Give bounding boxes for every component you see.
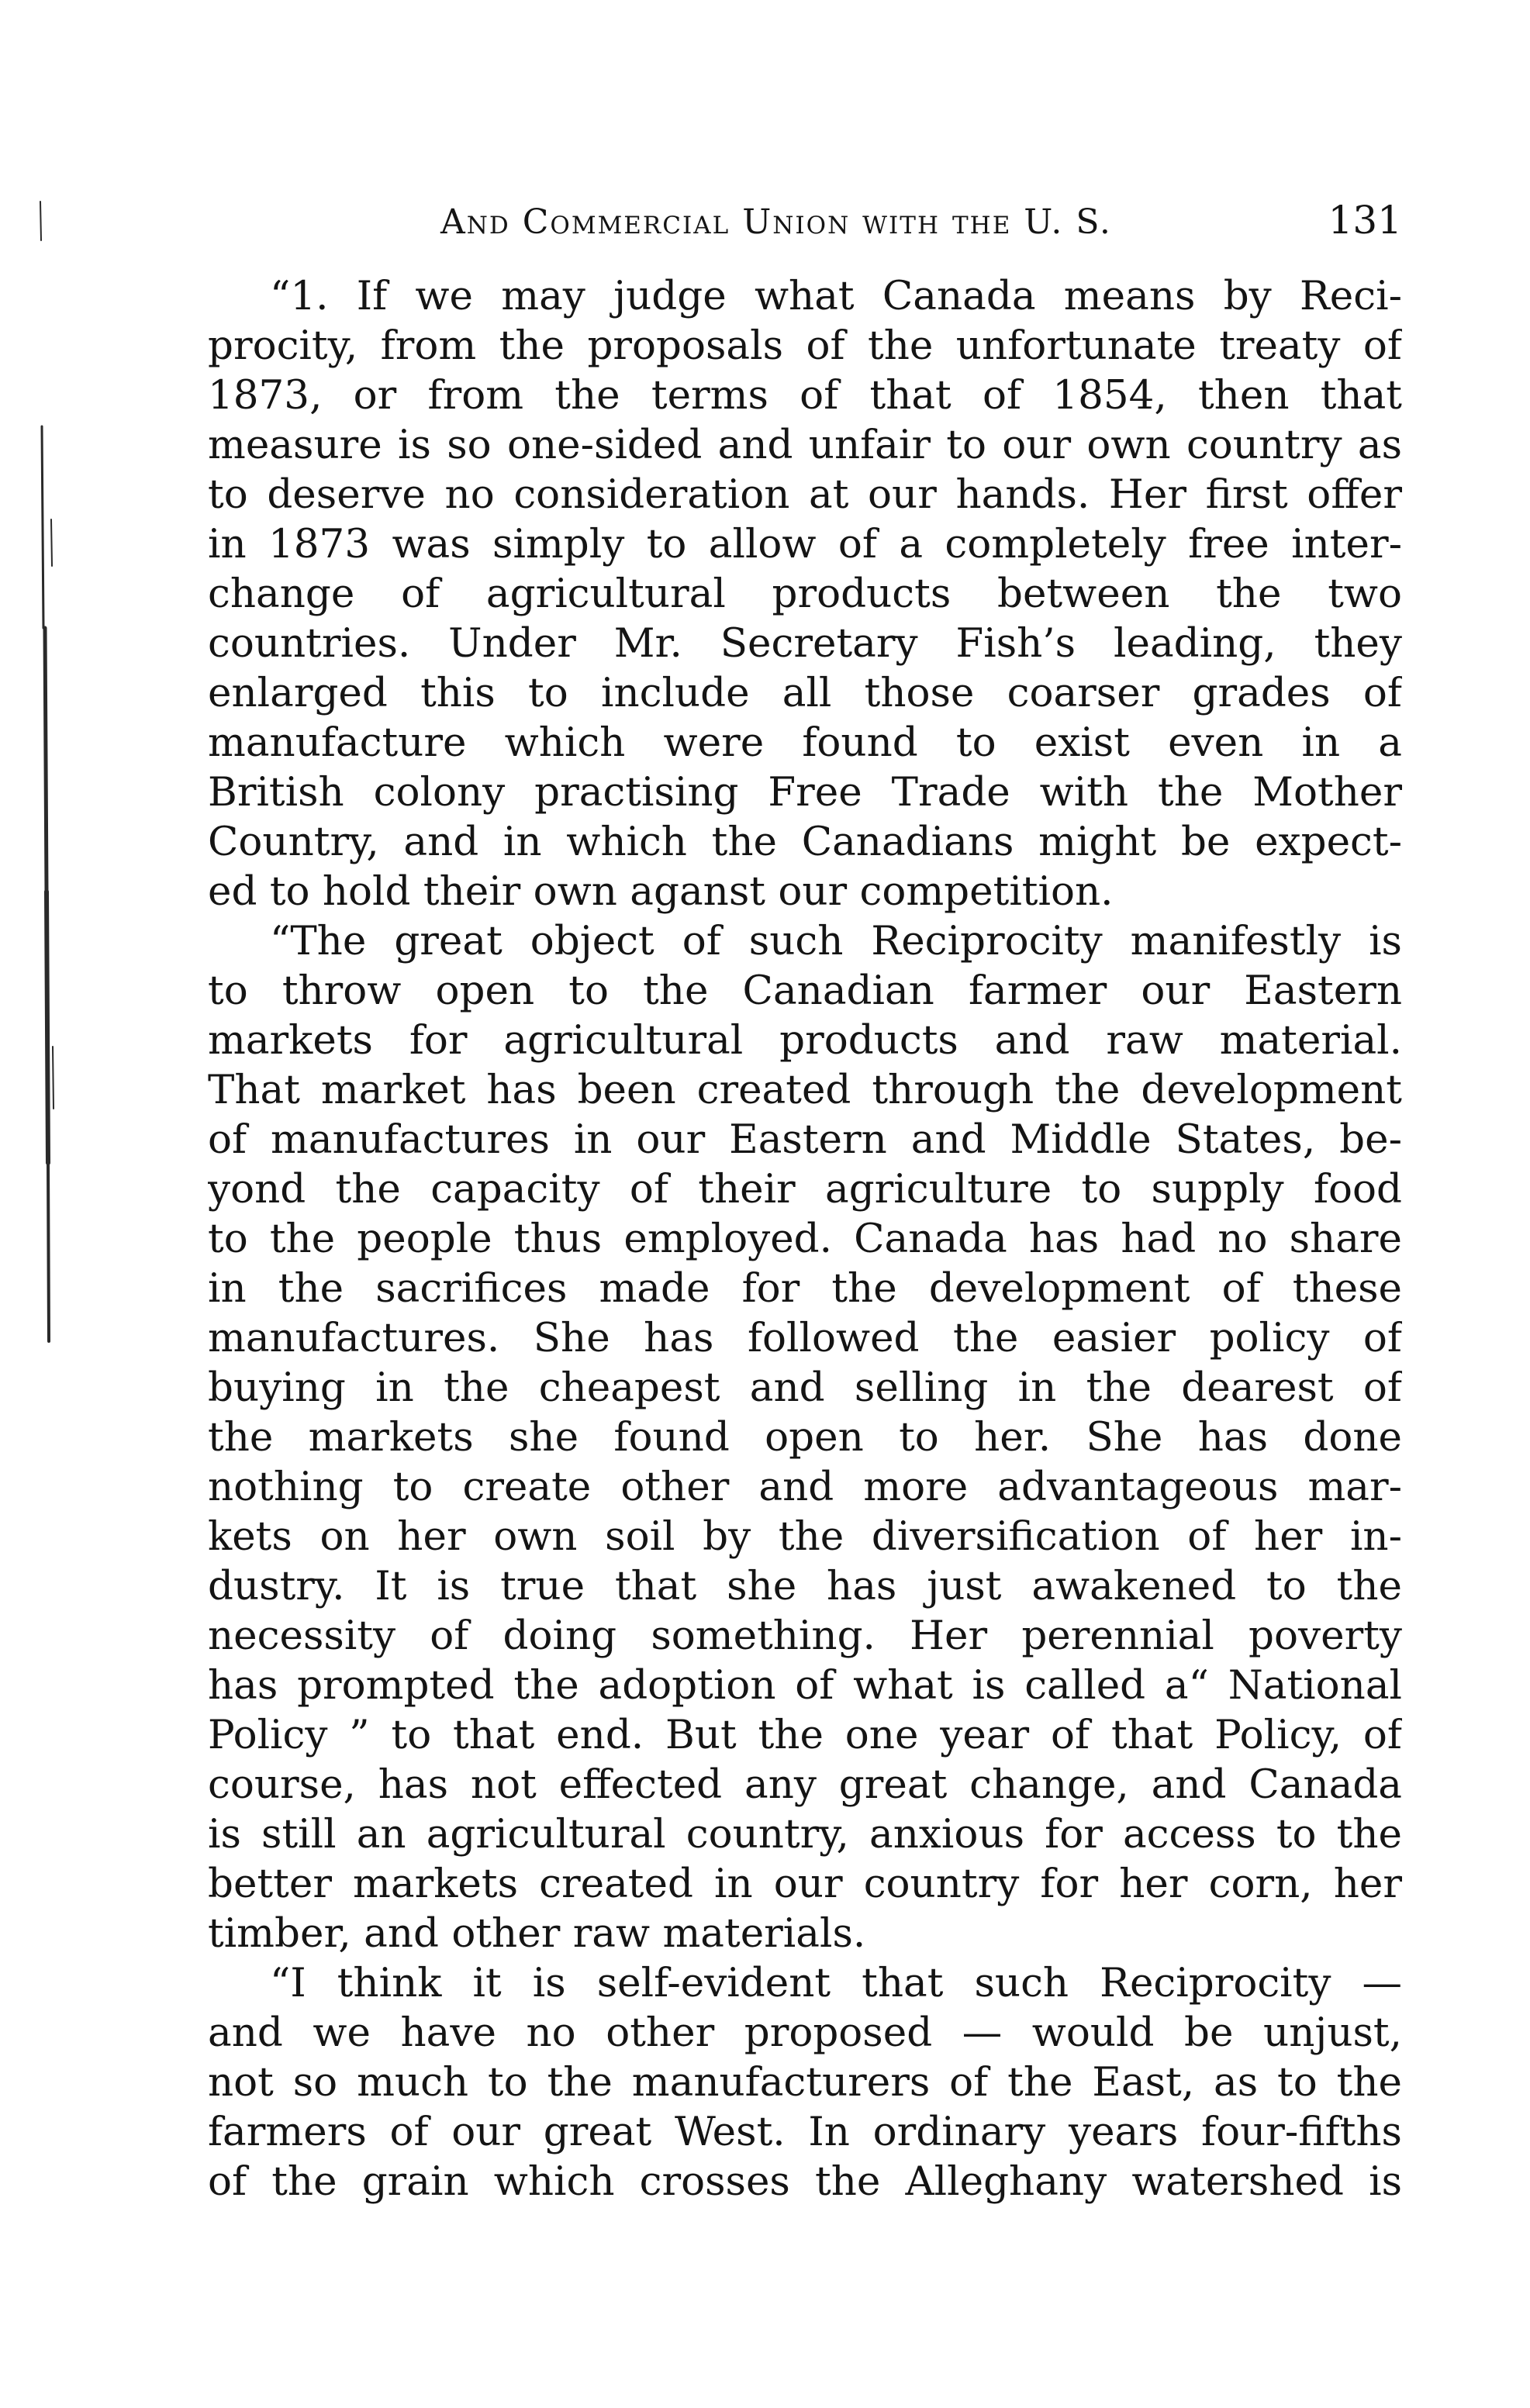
body-text — [208, 271, 1402, 2287]
text-line: in the sacrifices made for the development of these — [208, 1265, 1402, 1312]
text-line: has prompted the adoption of what is called a“ National — [208, 1662, 1402, 1709]
text-line: kets on her own soil by the diversification of her in- — [208, 1513, 1402, 1560]
text-line: of the grain which crosses the Alleghany watershed is — [208, 2158, 1402, 2205]
text-line: Country, and in which the Canadians might be expect- — [208, 819, 1402, 865]
text-line: the markets she found open to her. She has done — [208, 1414, 1402, 1461]
text-line: Policy ” to that end. But the one year of that Policy, of — [208, 1712, 1402, 1758]
text-line: change of agricultural products between the two — [208, 571, 1402, 617]
text-line: not so much to the manufacturers of the East, as to the — [208, 2059, 1402, 2106]
text-line: to throw open to the Canadian farmer our Eastern — [208, 968, 1402, 1014]
text-line: better markets created in our country for her corn, her — [208, 1861, 1402, 1907]
text-line: to the people thus employed. Canada has had no share — [208, 1216, 1402, 1262]
text-line: is still an agricultural country, anxious for access to the — [208, 1811, 1402, 1858]
text-line: to deserve no consideration at our hands. Her first offer — [208, 471, 1402, 518]
text-line: nothing to create other and more advantageous mar- — [208, 1464, 1402, 1510]
text-line: buying in the cheapest and selling in the dearest of — [208, 1364, 1402, 1411]
text-line: enlarged this to include all those coarser grades of — [208, 670, 1402, 716]
text-line: of manufactures in our Eastern and Middle States, be- — [208, 1116, 1402, 1163]
text-line: “I think it is self-evident that such Reciprocity — — [270, 1960, 1402, 2006]
running-head-title: And Commercial Union with the U. S. — [440, 202, 1112, 242]
text-line: “1. If we may judge what Canada means by Reci- — [270, 273, 1402, 319]
text-line: farmers of our great West. In ordinary years four-fifths — [208, 2109, 1402, 2155]
text-line: countries. Under Mr. Secretary Fish’s leading, they — [208, 620, 1402, 667]
text-line: yond the capacity of their agriculture to supply food — [208, 1166, 1402, 1213]
text-line: procity, from the proposals of the unfortunate treaty of — [208, 323, 1402, 369]
running-header — [208, 198, 1402, 254]
text-line: dustry. It is true that she has just awakened to the — [208, 1563, 1402, 1609]
text-line: manufactures. She has followed the easier policy of — [208, 1315, 1402, 1361]
text-line: course, has not effected any great change, and Canada — [208, 1761, 1402, 1808]
text-line: manufacture which were found to exist even in a — [208, 719, 1402, 766]
text-line: timber, and other raw materials. — [208, 1910, 866, 1957]
text-line: British colony practising Free Trade with the Mother — [208, 769, 1402, 816]
text-line: ed to hold their own aganst our competition. — [208, 868, 1114, 915]
text-line: 1873, or from the terms of that of 1854, then that — [208, 372, 1402, 419]
text-line: necessity of doing something. Her perennial poverty — [208, 1613, 1402, 1659]
text-line: That market has been created through the development — [208, 1067, 1402, 1113]
binding-shadow — [31, 194, 59, 1357]
text-line: “The great object of such Reciprocity manifestly is — [270, 918, 1402, 964]
text-line: markets for agricultural products and raw material. — [208, 1017, 1402, 1064]
text-line: measure is so one-sided and unfair to our own country as — [208, 422, 1402, 468]
page-number: 131 — [1328, 198, 1402, 243]
text-line: and we have no other proposed — would be unjust, — [208, 2010, 1402, 2056]
text-line: in 1873 was simply to allow of a completely free inter- — [208, 521, 1402, 568]
